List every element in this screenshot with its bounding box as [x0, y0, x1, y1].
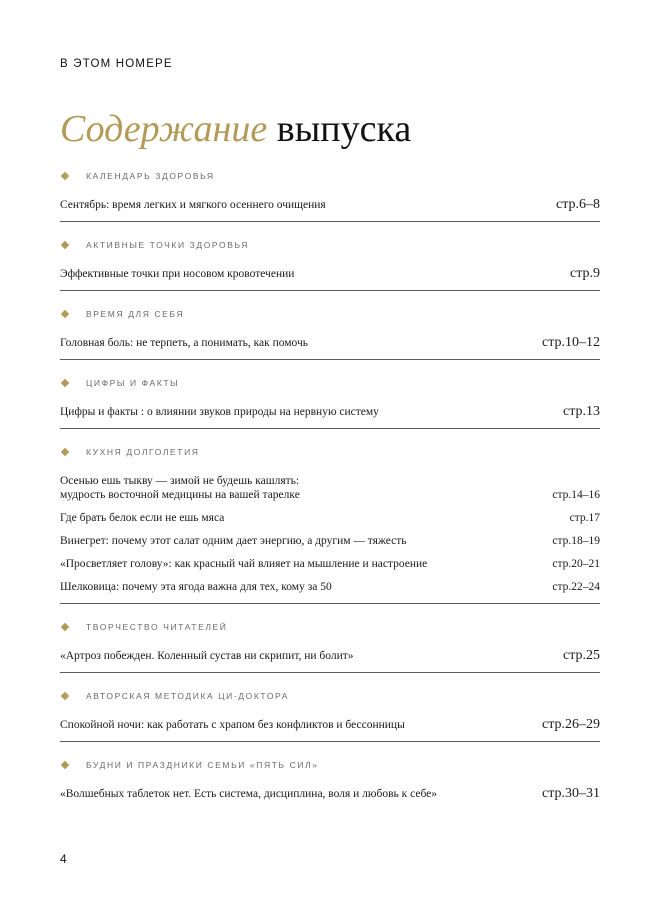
entry-page: стр.6–8 [555, 197, 600, 212]
entry-title: Где брать белок если не ешь мяса [60, 512, 225, 524]
section-label: КУХНЯ ДОЛГОЛЕТИЯ [86, 447, 200, 457]
toc-section [60, 444, 600, 604]
diamond-bullet-icon [61, 761, 69, 769]
section-label: ВРЕМЯ ДЛЯ СЕБЯ [86, 309, 185, 319]
section-divider [60, 359, 600, 360]
entry-title: Цифры и факты : о влиянии звуков природы на нервную систему [60, 406, 379, 418]
toc-entry[interactable] [60, 511, 600, 525]
entry-page: стр.25 [562, 648, 600, 663]
entry-page: стр.17 [569, 512, 600, 524]
section-header [60, 306, 600, 322]
title-rest: выпуска [276, 108, 412, 150]
entry-page: стр.22–24 [552, 581, 600, 593]
kicker: В ЭТОМ НОМЕРЕ [60, 58, 173, 70]
entry-page: стр.18–19 [552, 535, 600, 547]
entry-title: Эффективные точки при носовом кровотечении [60, 268, 295, 280]
entry-title: Винегрет: почему этот салат одним дает энергию, а другим — тяжесть [60, 535, 407, 547]
toc-section [60, 757, 600, 801]
toc-entry[interactable] [60, 405, 600, 419]
diamond-bullet-icon [61, 379, 69, 387]
section-label: ТВОРЧЕСТВО ЧИТАТЕЛЕЙ [86, 622, 228, 632]
title-accent: Содержание [60, 108, 268, 150]
entry-page: стр.30–31 [541, 786, 600, 801]
toc-section [60, 375, 600, 429]
section-header [60, 619, 600, 635]
section-divider [60, 221, 600, 222]
section-label: АВТОРСКАЯ МЕТОДИКА ЦИ-ДОКТОРА [86, 691, 289, 701]
section-divider [60, 428, 600, 429]
toc-section [60, 688, 600, 742]
section-header [60, 444, 600, 460]
entry-title: Головная боль: не терпеть, а понимать, как помочь [60, 337, 309, 349]
section-divider [60, 672, 600, 673]
entry-page: стр.26–29 [541, 717, 600, 732]
section-header [60, 688, 600, 704]
entry-page: стр.9 [569, 266, 600, 281]
entry-page: стр.13 [562, 404, 600, 419]
entry-title: «Артроз побежден. Коленный сустав ни скрипит, ни болит» [60, 650, 354, 662]
entry-title: Спокойной ночи: как работать с храпом без конфликтов и бессонницы [60, 719, 405, 731]
table-of-contents [60, 166, 600, 801]
diamond-bullet-icon [61, 448, 69, 456]
entry-page: стр.10–12 [541, 335, 600, 350]
page-number: 4 [60, 852, 67, 866]
toc-entry[interactable] [60, 474, 600, 502]
toc-section [60, 619, 600, 673]
section-divider [60, 741, 600, 742]
diamond-bullet-icon [61, 172, 69, 180]
toc-section [60, 168, 600, 222]
section-label: ЦИФРЫ И ФАКТЫ [86, 378, 180, 388]
diamond-bullet-icon [61, 310, 69, 318]
entry-page: стр.14–16 [552, 489, 600, 501]
toc-entry[interactable] [60, 718, 600, 732]
entry-title: Шелковица: почему эта ягода важна для тех, кому за 50 [60, 581, 332, 593]
toc-entry[interactable] [60, 649, 600, 663]
diamond-bullet-icon [61, 623, 69, 631]
toc-entry[interactable] [60, 534, 600, 548]
toc-entry[interactable] [60, 267, 600, 281]
section-header [60, 375, 600, 391]
section-header [60, 237, 600, 253]
entry-title: Осенью ешь тыкву — зимой не будешь кашлять: мудрость восточной медицины на вашей тарелке [60, 475, 300, 501]
page-title [60, 106, 411, 152]
toc-entry[interactable] [60, 580, 600, 594]
section-label: КАЛЕНДАРЬ ЗДОРОВЬЯ [86, 171, 215, 181]
entry-title: «Просветляет голову»: как красный чай влияет на мышление и настроение [60, 558, 428, 570]
diamond-bullet-icon [61, 241, 69, 249]
section-divider [60, 290, 600, 291]
section-divider [60, 603, 600, 604]
toc-entry[interactable] [60, 198, 600, 212]
toc-entry[interactable] [60, 557, 600, 571]
entry-page: стр.20–21 [552, 558, 600, 570]
section-header [60, 757, 600, 773]
section-label: БУДНИ И ПРАЗДНИКИ СЕМЬИ «ПЯТЬ СИЛ» [86, 760, 319, 770]
diamond-bullet-icon [61, 692, 69, 700]
toc-section [60, 306, 600, 360]
toc-section [60, 237, 600, 291]
toc-entry[interactable] [60, 336, 600, 350]
toc-entry[interactable] [60, 787, 600, 801]
section-header [60, 168, 600, 184]
entry-title: «Волшебных таблеток нет. Есть система, дисциплина, воля и любовь к себе» [60, 788, 438, 800]
entry-title: Сентябрь: время легких и мягкого осеннего очищения [60, 199, 326, 211]
section-label: АКТИВНЫЕ ТОЧКИ ЗДОРОВЬЯ [86, 240, 250, 250]
